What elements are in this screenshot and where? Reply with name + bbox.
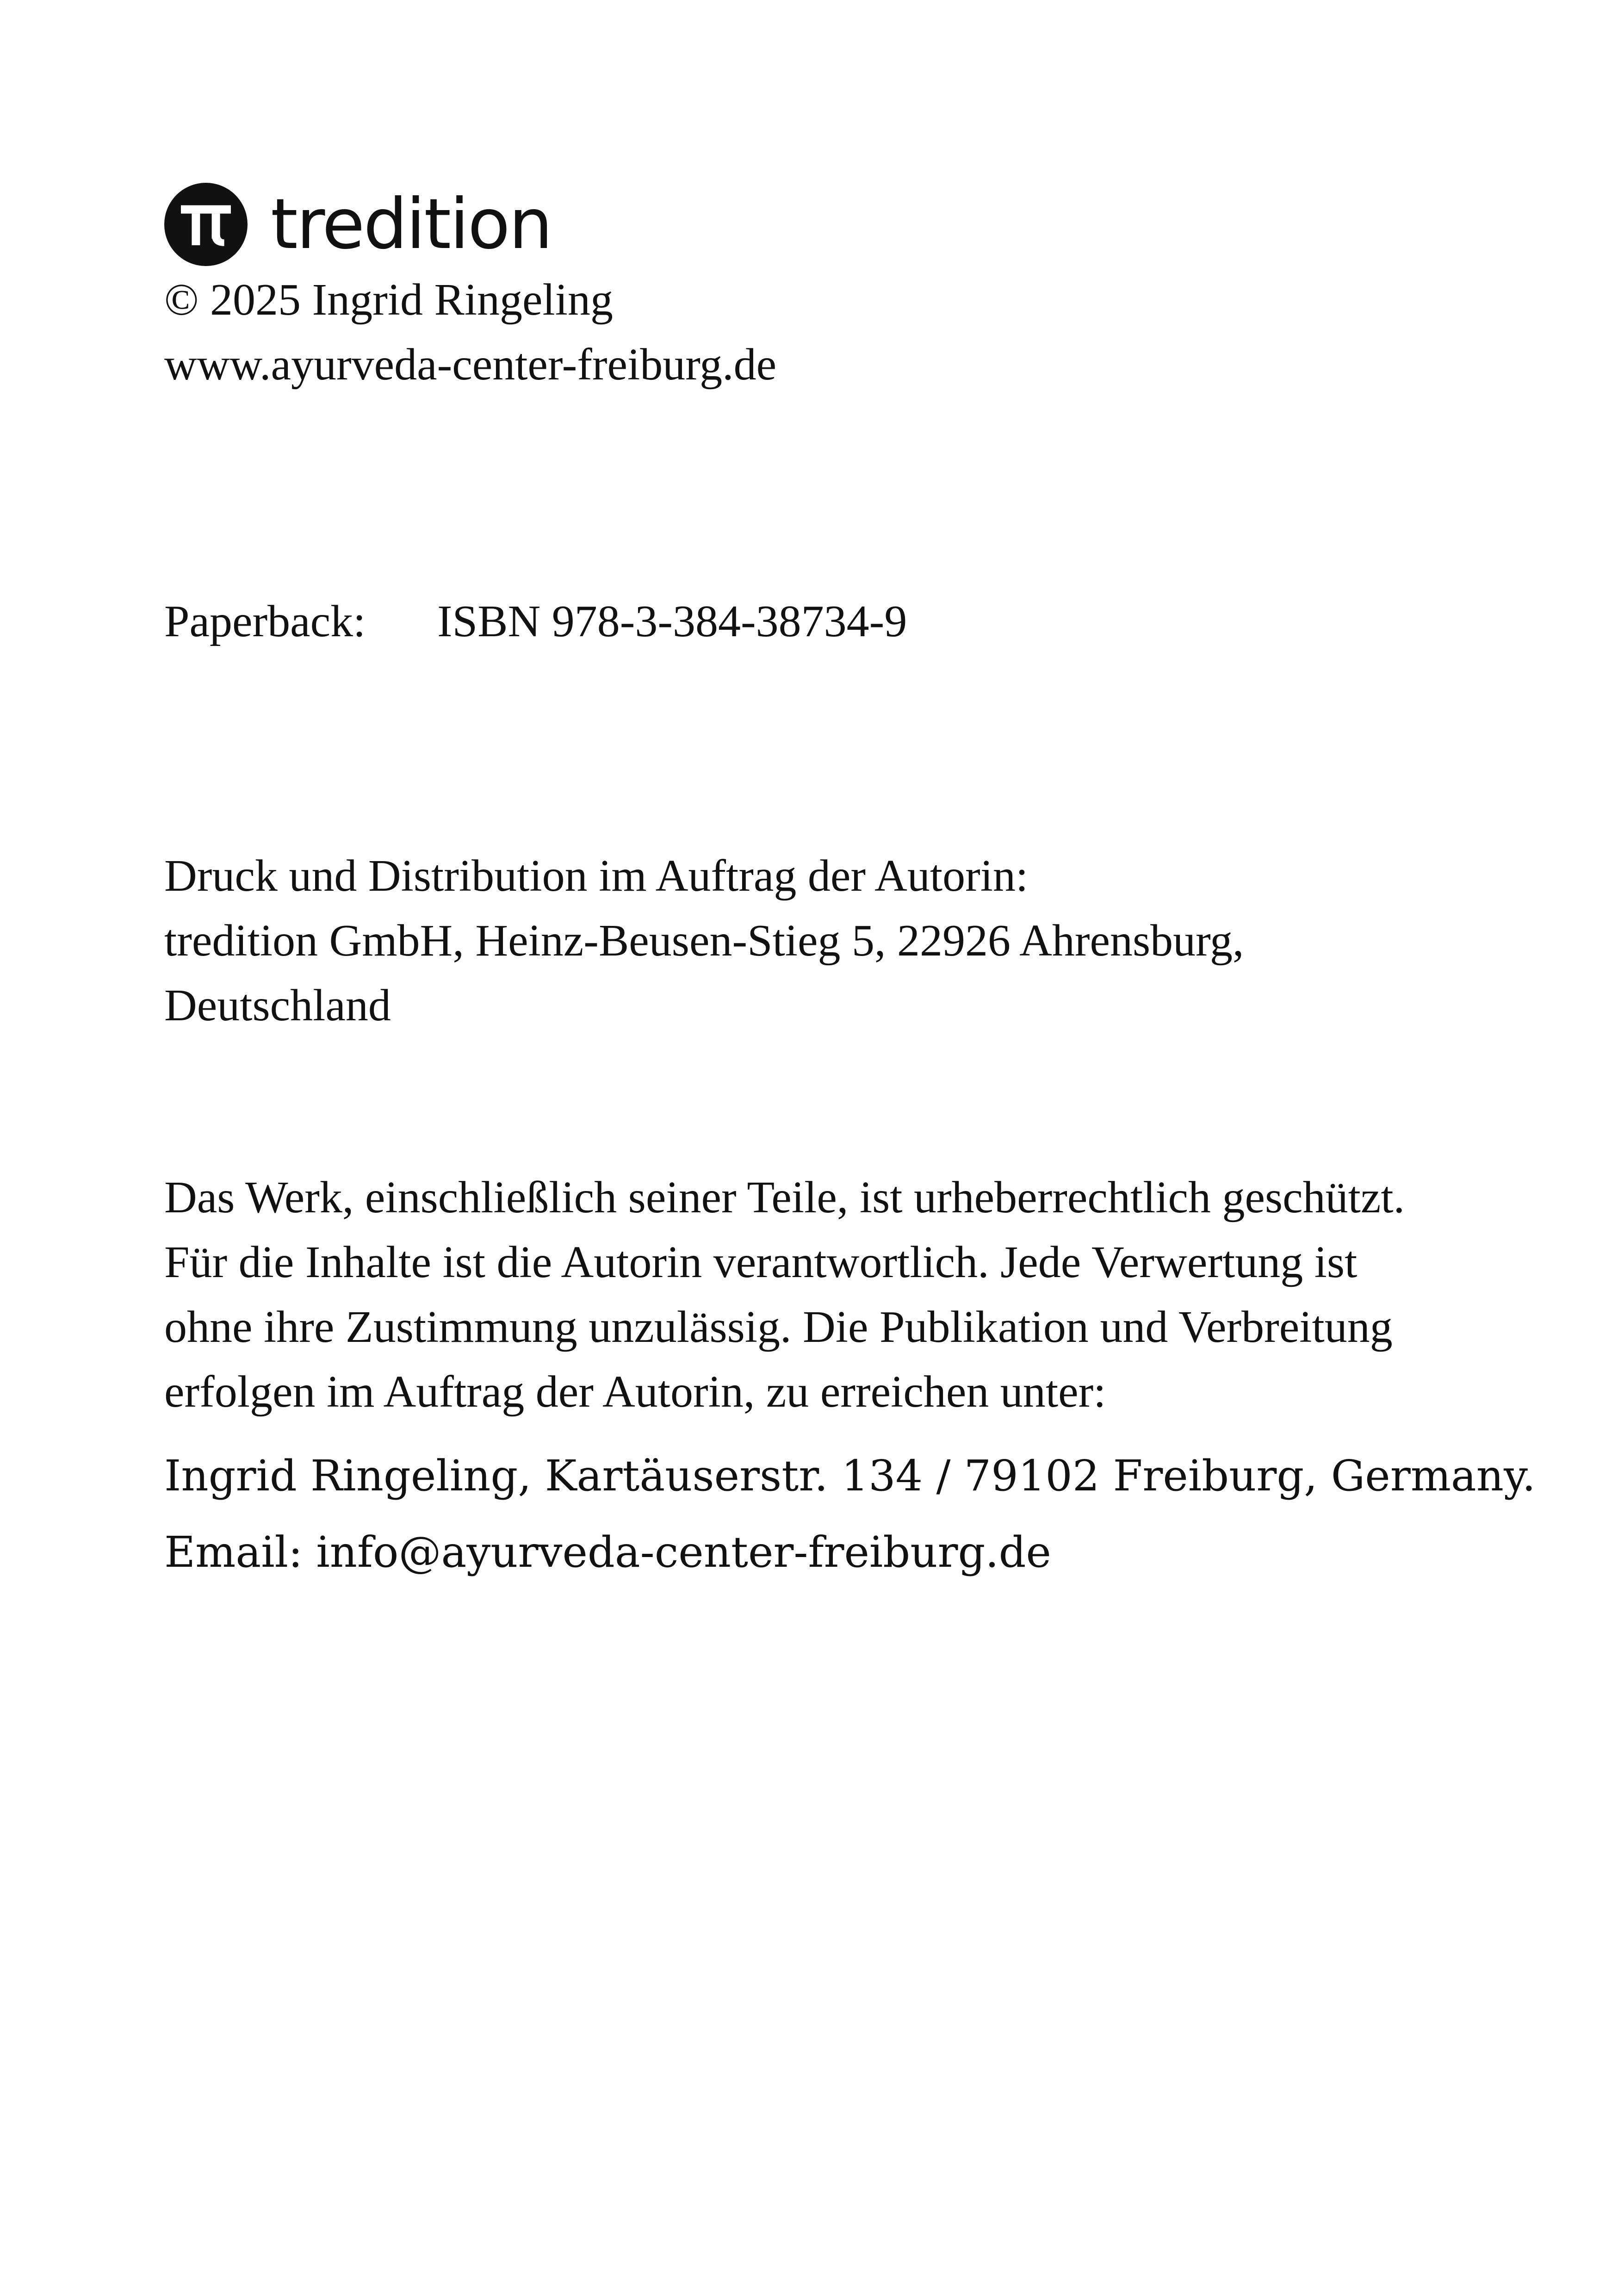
contact-email: Email: info@ayurveda-center-freiburg.de [164,1527,1051,1577]
copyright-line: © 2025 Ingrid Ringeling [164,275,613,325]
legal-line-3: ohne ihre Zustimmung unzulässig. Die Publikation und Verbreitung [164,1302,1393,1352]
print-line-2: tredition GmbH, Heinz-Beusen-Stieg 5, 22926 Ahrensburg, [164,916,1244,966]
legal-line-1: Das Werk, einschließlich seiner Teile, ist urheberrechtlich geschützt. [164,1173,1405,1222]
print-line-3: Deutschland [164,980,391,1030]
tredition-logo-icon [164,183,248,266]
publisher-logo [164,185,552,264]
print-line-1: Druck und Distribution im Auftrag der Autorin: [164,851,1029,901]
legal-line-4: erfolgen im Auftrag der Autorin, zu erreichen unter: [164,1367,1106,1417]
publisher-logo-text: tredition [271,184,552,265]
contact-address: Ingrid Ringeling, Kartäuserstr. 134 / 79102 Freiburg, Germany. [164,1451,1536,1501]
website-line: www.ayurveda-center-freiburg.de [164,340,777,390]
isbn-label: Paperback: [164,596,366,646]
isbn-value: ISBN 978-3-384-38734-9 [437,596,907,646]
legal-line-2: Für die Inhalte ist die Autorin verantwortlich. Jede Verwertung ist [164,1237,1358,1287]
